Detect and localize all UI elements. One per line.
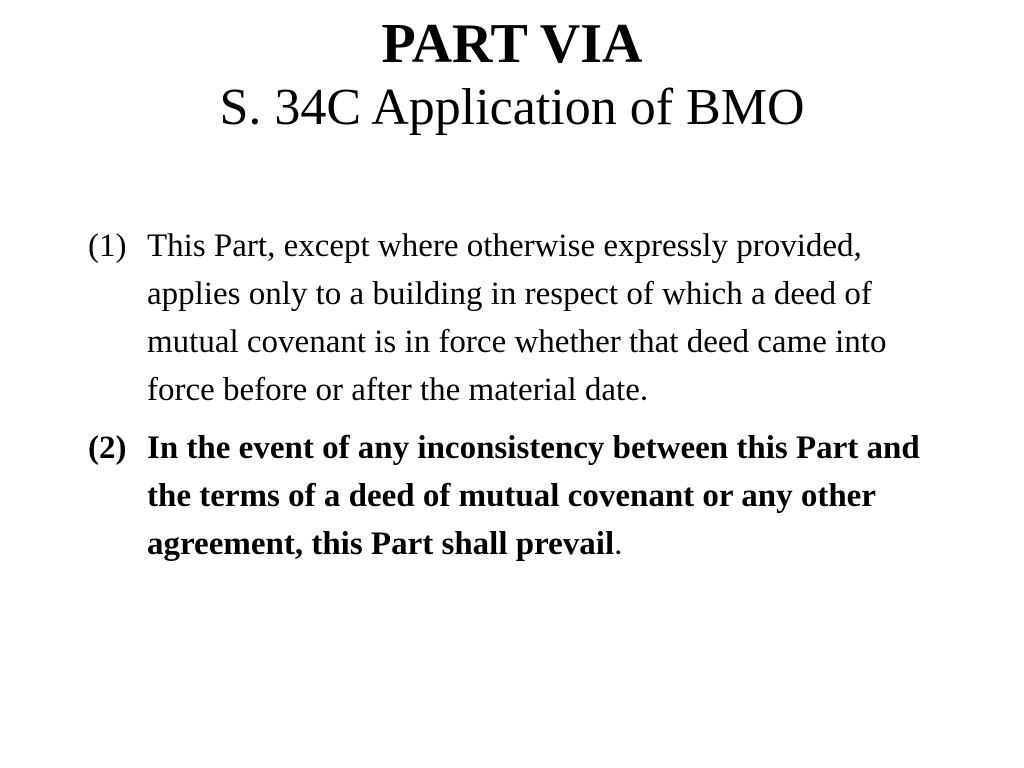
clause-text-2-period: . [614, 526, 623, 562]
clause-text-2-wrapper [147, 424, 948, 568]
clause-text-2: In the event of any inconsistency between this Part and the terms of a deed of mutual covenant or any other agreement, this Part shall prevail [147, 430, 920, 562]
title-block [0, 12, 1024, 140]
clause-number-2: (2) [88, 430, 127, 466]
clause-item-2 [88, 424, 948, 568]
clause-number-1: (1) [88, 228, 127, 264]
slide-title: PART VIA [381, 13, 643, 75]
clause-item-1 [88, 222, 948, 414]
slide-subtitle: S. 34C Application of BMO [219, 79, 805, 136]
clause-text-1: This Part, except where otherwise expressly provided, applies only to a building in respect of which a deed of mutual covenant is in force whether that deed came into force before or after the material date. [147, 228, 887, 408]
clause-list [88, 222, 948, 568]
